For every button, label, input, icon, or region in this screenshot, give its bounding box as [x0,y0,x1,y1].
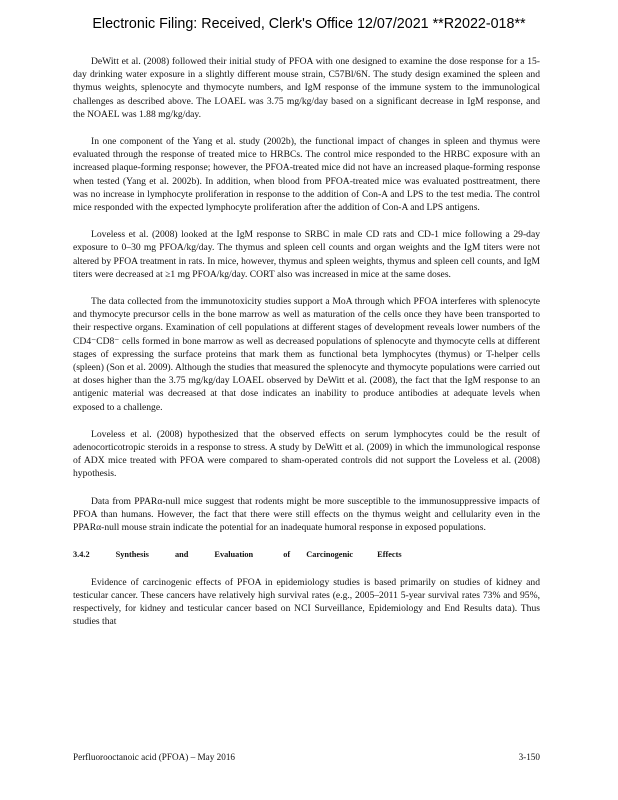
document-body [73,55,540,642]
paragraph-dewitt-2008: DeWitt et al. (2008) followed their initial study of PFOA with one designed to examine the dose response for a 15-day drinking water exposure in a slightly different mouse strain, C57Bl/6N. The study design examined the spleen and thymus weights, splenocyte and thymocyte numbers, and IgM response of the immune system to the immunological challenges as described above. The LOAEL was 3.75 mg/kg/day based on a significant decrease in IgM response, and the NOAEL was 1.88 mg/kg/day. [73,56,540,120]
section-title-word: Evaluation [214,550,254,560]
section-number: 3.4.2 [73,550,90,560]
section-title-word: and [174,550,189,560]
section-title-word: of [283,550,291,560]
footer-document-title: Perfluorooctanoic acid (PFOA) – May 2016 [73,752,236,762]
page-footer [73,752,540,762]
section-heading [73,548,540,561]
paragraph-immunotoxicity-moa: The data collected from the immunotoxicity studies support a MoA through which PFOA interferes with splenocyte and thymocyte precursor cells in the bone marrow as well as maturation of the cells once they have been transported to their respective organs. Examination of cell populations at different stages of development reveals lower numbers of the CD4⁻CD8⁻ cells formed in bone marrow as well as decreased populations of splenocyte and thymocyte cells at different stages of expressing the surface proteins that mark them as functional beta lymphocytes (thymus) or T-helper cells (spleen) (Son et al. 2009). Although the studies that measured the splenocyte and thymocyte populations were carried out at doses higher than the 3.75 mg/kg/day LOAEL observed by DeWitt et al. (2008), the fact that the IgM response to an antigenic material was decreased at that dose indicates an inability to produce antibodies at adequate levels when exposed to a challenge. [73,296,540,413]
section-title-word: Carcinogenic [306,550,354,560]
section-title-word: Effects [377,550,402,560]
paragraph-loveless-hypothesis: Loveless et al. (2008) hypothesized that the observed effects on serum lymphocytes could be the result of adenocorticotropic steroids in a response to stress. A study by DeWitt et al. (2009) in which the immunological response of ADX mice treated with PFOA were compared to sham-operated controls did not support the Loveless et al. (2008) hypothesis. [73,428,540,480]
section-title-word: Synthesis [115,550,149,560]
paragraph-loveless-igm: Loveless et al. (2008) looked at the IgM response to SRBC in male CD rats and CD-1 mice following a 29-day exposure to 0–30 mg PFOA/kg/day. The thymus and spleen cell counts and organ weights and the IgM titers were not altered by PFOA treatment in rats. In mice, however, thymus and spleen weights, thymus and spleen cell counts, and IgM titers were decreased at ≥1 mg PFOA/kg/day. CORT also was increased in mice at the same doses. [73,229,540,280]
paragraph-ppar-null: Data from PPARα-null mice suggest that rodents might be more susceptible to the immunosuppressive impacts of PFOA than humans. However, the fact that there were still effects on the thymus weight and cellularity even in the PPARα-null mouse strain indicate the potential for an inadequate humoral response in exposed populations. [73,495,540,534]
paragraph-yang-2002b: In one component of the Yang et al. study (2002b), the functional impact of changes in spleen and thymus were evaluated through the response of treated mice to HRBCs. The control mice responded to the HRBC exposure with an increased plaque-forming response; however, the PFOA-treated mice did not have an increased plaque-forming response when tested (Yang et al. 2002b). In addition, when blood from PFOA-treated mice was evaluated posttreatment, there was no increase in lymphocyte proliferation in response to the addition of Con-A and LPS to the test media. The control mice responded with the expected lymphocyte proliferation after the addition of Con-A and LPS antigens. [73,136,540,214]
filing-header: Electronic Filing: Received, Clerk's Office 12/07/2021 **R2022-018** [92,16,526,32]
paragraph-carcinogenic-evidence: Evidence of carcinogenic effects of PFOA in epidemiology studies is based primarily on studies of kidney and testicular cancer. These cancers have relatively high survival rates (e.g., 2005–2011 5-year survival rates 73% and 95%, respectively, for kidney and testicular cancer based on NCI Surveillance, Epidemiology and End Results data). Thus studies that [73,576,540,628]
footer-page-number: 3-150 [518,752,540,762]
